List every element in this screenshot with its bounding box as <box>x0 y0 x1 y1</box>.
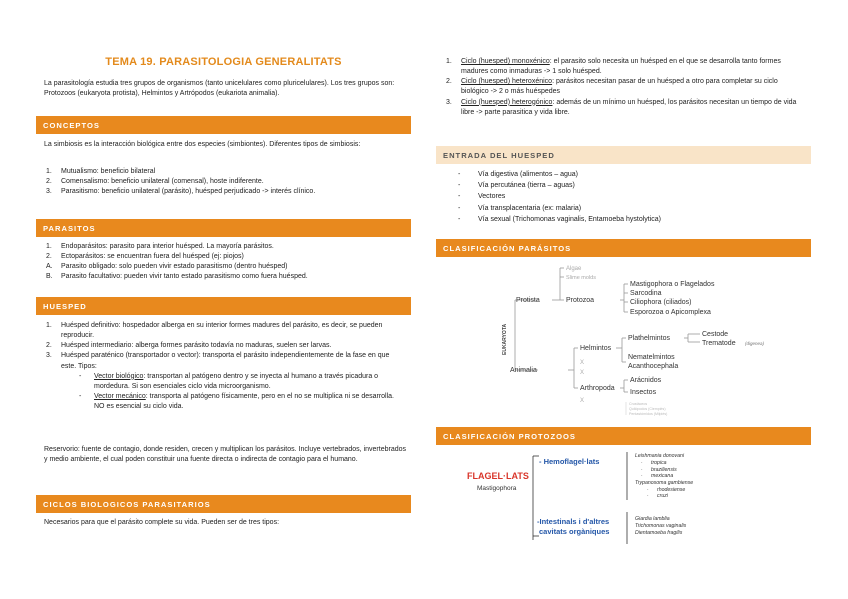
mastigophora-label: Mastigophora <box>477 485 517 492</box>
list-item: - Vector mecánico: transporta al patógeno físicamente, pero en el no se multiplica ni se desarrolla. NO es esencial su ciclo vida. <box>79 392 395 411</box>
protista-label: Protista <box>516 297 540 304</box>
list-item: 1. Mutualismo: beneficio bilateral <box>46 168 156 175</box>
list-item: - Vectores <box>458 193 506 201</box>
svg-text:·: · <box>641 460 643 466</box>
page-title: TEMA 19. PARASITOLOGIA GENERALITATS <box>105 56 342 68</box>
list-item: - Vía sexual (Trichomonas vaginalis, Entamoeba hystolytica) <box>458 215 661 223</box>
clasificacion-protozoos-heading: CLASIFICACIÓN PROTOZOOS <box>436 427 811 445</box>
svg-text:·: · <box>641 473 643 479</box>
ciclos-heading: CICLOS BIOLOGICOS PARASITARIOS <box>36 495 411 513</box>
list-item: 3. Parasitismo: beneficio unilateral (parásito), huésped perjudicado -> interés clínico. <box>46 188 316 196</box>
flagelats-label: FLAGEL·LATS <box>467 471 529 481</box>
list-item: - Vía digestiva (alimentos – agua) <box>458 171 578 178</box>
conceptos-list <box>44 167 406 197</box>
faint-item: Quilópodos (Ciempiés) <box>629 407 666 411</box>
protozoa-item: Esporozoa o Apicomplexa <box>630 309 711 316</box>
parasite-classification-tree <box>476 260 806 420</box>
species-label: tropica <box>651 460 667 466</box>
list-item: 1. Endoparásitos: parasito para interior huésped. La mayoría parásitos. <box>46 243 274 250</box>
platelmintos-label: Plathelmintos <box>628 335 671 342</box>
list-item: 2. Huésped intermediario: alberga formes parásito todavía no maduras, suelen ser larvas. <box>46 342 332 350</box>
intestinals-label: -Intestinals i d'altres <box>537 517 610 526</box>
list-item: 2. Comensalismo: beneficio unilateral (comensal), hoste indiferente. <box>46 178 264 186</box>
arthropoda-label: Arthropoda <box>580 385 615 392</box>
list-item: 1. Huésped definitivo: hospedador alberga en su interior formes madures del parásito, es decir, se pueden reproducir. <box>46 322 383 340</box>
protozoa-item: Sarcodina <box>630 290 662 297</box>
parasitos-list <box>44 242 406 283</box>
entrada-list <box>458 169 798 225</box>
svg-text:·: · <box>647 493 649 499</box>
x-mark: X <box>580 370 585 376</box>
vector-types-list <box>61 372 406 413</box>
species-label: Leishmania donovani <box>635 453 685 459</box>
intro-paragraph: La parasitología estudia tres grupos de organismos (tanto unicelulares como pluricelulares). Los tres grupos son: Protozoos (eukaryota protista), Helmintos y Artrópodos (eukariota animalia). <box>44 80 395 98</box>
list-item: 2. Ectoparásitos: se encuentran fuera del huésped (ej: piojos) <box>46 253 244 261</box>
protozoa-label: Protozoa <box>566 297 595 304</box>
species-label: Trypanosoma gambiense <box>635 480 694 486</box>
list-item: A. Parasito obligado: solo pueden vivir estado parasitismo (dentro huésped) <box>46 263 288 271</box>
parasitos-heading: PARASITOS <box>36 219 411 237</box>
conceptos-text: La simbiosis es la interacción biológica entre dos especies (simbiontes). Diferentes tipos de simbiosis: <box>44 141 361 148</box>
huesped-heading: HUESPED <box>36 297 411 315</box>
list-item: 3. Huésped paraténico (transportador o vector): transporta el parásito independientemente de la fase en que este. Tipos: - Vector biológico: transportan al patógeno dentro y se inyecta al humano a través picadura o mordedura. Si son esenciales ciclo vida microorganismo. - Vector mecánico: transporta al patógeno físicamente, pero en el no se multiplica ni se desarrolla. NO es esencial su ciclo vida. <box>44 351 406 412</box>
species-label: braziliensis <box>651 467 677 473</box>
animalia-label: Animalia <box>510 367 537 374</box>
species-label: mexicana <box>651 473 674 479</box>
reservorio-text: Reservorio: fuente de contagio, donde residen, crecen y multiplican los parásitos. Incluye vertebrados, invertebrados y medio ambiente, el cual poden constituir una fuente directa o indirecta de contagio para el humano. <box>44 446 406 464</box>
faint-item: Crustáceos <box>629 402 648 406</box>
cestode-label: Cestode <box>702 331 729 338</box>
species-label: cruzi <box>657 493 668 499</box>
protozoa-classification-diagram <box>451 448 781 548</box>
svg-text:·: · <box>647 487 649 493</box>
hemoflagelats-label: - Hemoflagel·lats <box>539 457 600 466</box>
species-label: Giardia lamblia <box>635 516 670 522</box>
list-item: - Vector biológico: transportan al patógeno dentro y se inyecta al humano a través picadura o mordedura. Si son esenciales ciclo vida microorganismo. <box>79 372 379 390</box>
nematelmintos-label: Nematelmintos <box>628 354 675 361</box>
faint-item: Pentastómidos (Milpiés) <box>629 412 668 416</box>
clasificacion-parasitos-heading: CLASIFICACIÓN PARÁSITOS <box>436 239 811 257</box>
svg-text:·: · <box>641 467 643 473</box>
list-item: 1. Ciclo (huesped) monoxénico: el parasito solo necesita un huésped en el que se desarrolla tanto formes madures como inmaduras -> 1 solo huésped. <box>446 58 781 76</box>
helmintos-label: Helmintos <box>580 345 612 352</box>
list-item: 2. Ciclo (huesped) heteroxénico: parásitos necesitan pasar de un huésped a otro para completar su ciclo biológico -> 2 o más huéspedes <box>446 78 778 96</box>
list-item: - Vía percutánea (tierra – aguas) <box>458 182 575 190</box>
ciclos-text: Necesarios para que el parásito complete su vida. Pueden ser de tres tipos: <box>44 519 280 526</box>
algae-label: Algae <box>566 266 582 272</box>
protozoa-item: Ciliophora (ciliados) <box>630 299 692 306</box>
digenea-label: (digenea) <box>745 341 765 346</box>
species-label: Trichomonas vaginalis <box>635 523 687 529</box>
insectos-label: Insectos <box>630 389 657 396</box>
species-label: rhodesiense <box>657 487 686 493</box>
aracnidos-label: Arácnidos <box>630 377 662 384</box>
list-item: B. Parasito facultativo: pueden vivir tanto estado parasitismo como fuera huésped. <box>46 273 308 281</box>
list-item: 3. Ciclo (huesped) heterogónico: además de un mínimo un huésped, los parásitos necesitan un tiempo de vida libre -> parte parasitica y vida libre. <box>446 98 797 116</box>
huesped-list <box>44 321 406 412</box>
trematode-label: Trematode <box>702 340 736 347</box>
x-mark: X <box>580 360 585 366</box>
acanthocephala-label: Acanthocephala <box>628 363 679 370</box>
species-label: Dientamoeba fragilis <box>635 530 683 536</box>
protozoa-item: Mastigophora o Flagelados <box>630 281 715 288</box>
slime-label: Slime molds <box>566 275 596 281</box>
eukaryota-label: EUKARYOTA <box>502 323 508 355</box>
cavitats-label: cavitats orgàniques <box>539 527 610 536</box>
x-mark: X <box>580 398 585 404</box>
list-item: - Vía transplacentaria (ex: malaria) <box>458 204 582 212</box>
entrada-heading: ENTRADA DEL HUESPED <box>436 146 811 164</box>
ciclos-list <box>444 57 806 118</box>
conceptos-heading: CONCEPTOS <box>36 116 411 134</box>
